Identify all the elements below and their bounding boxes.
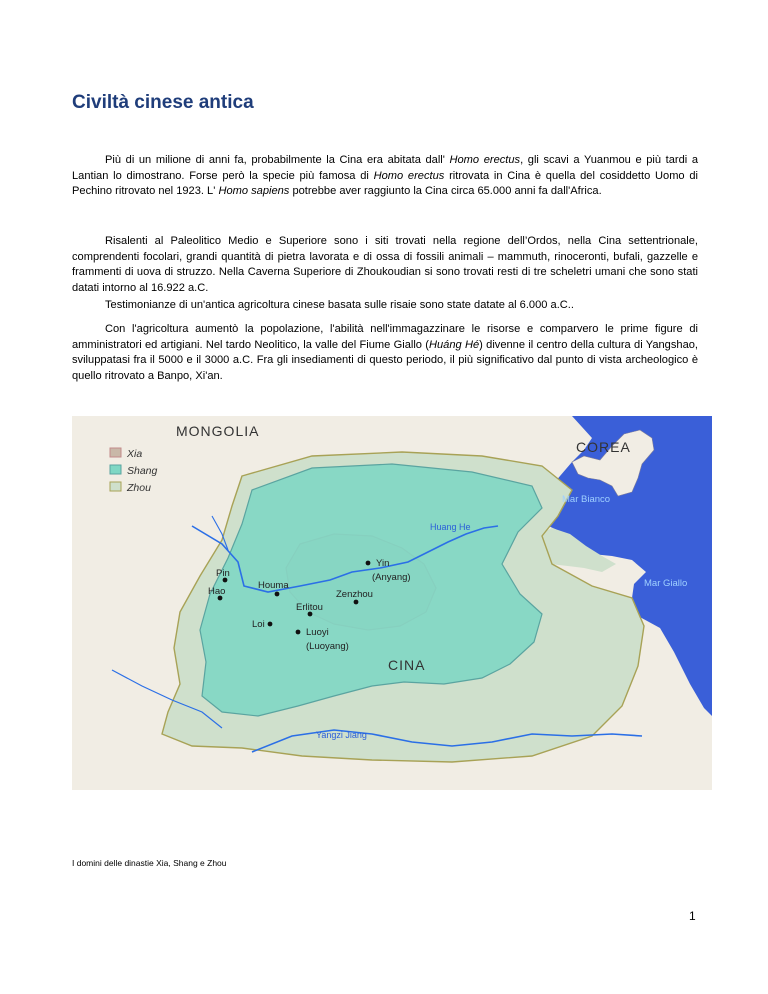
label-mongolia: MONGOLIA <box>176 423 260 439</box>
city-dot-luoyi <box>296 630 301 635</box>
city-label-yin: Yin <box>376 558 390 569</box>
page-title: Civiltà cinese antica <box>72 92 254 113</box>
paragraph-1: Più di un milione di anni fa, probabilmente la Cina era abitata dall' Homo erectus, gli scavi a Yuanmou e più tardi a Lantian lo dimostrano. Forse però la specie più famosa di Homo erectus ritrovata in Cina è quella del cosiddetto Uomo di Pechino ritrovato nel 1923. L' Homo sapiens potrebbe aver raggiunto la Cina circa 65.000 anni fa dall'Africa. <box>72 154 698 198</box>
city-label-luoyi: Luoyi <box>306 627 329 638</box>
city-label-pin: Pin <box>216 568 230 579</box>
paragraph-3: Testimonianze di un'antica agricoltura cinese basata sulle risaie sono state datate al 6.000 a.C.. <box>105 299 574 311</box>
legend-swatch-shang <box>110 465 121 474</box>
city-label-houma: Houma <box>258 580 289 591</box>
city-label-loi: Loi <box>252 619 265 630</box>
page-number: 1 <box>689 909 696 923</box>
figure-caption: I domini delle dinastie Xia, Shang e Zhou <box>72 858 227 868</box>
paragraph-2: Risalenti al Paleolitico Medio e Superiore sono i siti trovati nella regione dell’Ordos, nella Cina settentrionale, comprendenti focolari, grandi quantità di pietra lavorata e di ossa di fossili animali – mammuth, rinoceronti, bufali, gazzelle e frammenti di uova di struzzo. Nella Caverna Superiore di Zhoukoudian si sono trovati resti di tre scheletri umani che sono stati datati intorno al 16.922 a.C. <box>72 235 698 295</box>
legend-label-xia: Xia <box>127 448 143 460</box>
legend-label-shang: Shang <box>127 465 158 477</box>
city-dot-houma <box>275 592 280 597</box>
label-yangzi-jiang: Yangzi Jiang <box>316 730 367 740</box>
city-dot-loi <box>268 622 273 627</box>
label-mar-giallo: Mar Giallo <box>644 578 688 589</box>
label-mar-bianco: Mar Bianco <box>562 494 611 505</box>
city-label-anyang: (Anyang) <box>372 572 411 583</box>
label-cina: CINA <box>388 657 426 673</box>
label-huang-he: Huang He <box>430 522 471 532</box>
city-dot-yin <box>366 561 371 566</box>
dynasties-map <box>72 416 712 790</box>
city-dot-zenzhou <box>354 600 359 605</box>
city-label-zenzhou: Zenzhou <box>336 589 373 600</box>
paragraph-4: Con l'agricoltura aumentò la popolazione, l'abilità nell'immagazzinare le risorse e comparvero le prime figure di amministratori ed artigiani. Nel tardo Neolitico, la valle del Fiume Giallo (Huáng Hé) divenne il centro della cultura di Yangshao, sviluppatasi fra il 5000 e il 3000 a.C. Fra gli insediamenti di questo periodo, il più significativo dal punto di vista archeologico è quello ritrovato a Banpo, Xi'an. <box>72 323 698 383</box>
city-label-erlitou: Erlitou <box>296 602 323 613</box>
legend-swatch-zhou <box>110 482 121 491</box>
city-label-hao: Hao <box>208 586 226 597</box>
legend-label-zhou: Zhou <box>127 482 151 494</box>
label-corea: COREA <box>576 439 631 455</box>
city-label-luoyang: (Luoyang) <box>306 641 349 652</box>
legend-swatch-xia <box>110 448 121 457</box>
